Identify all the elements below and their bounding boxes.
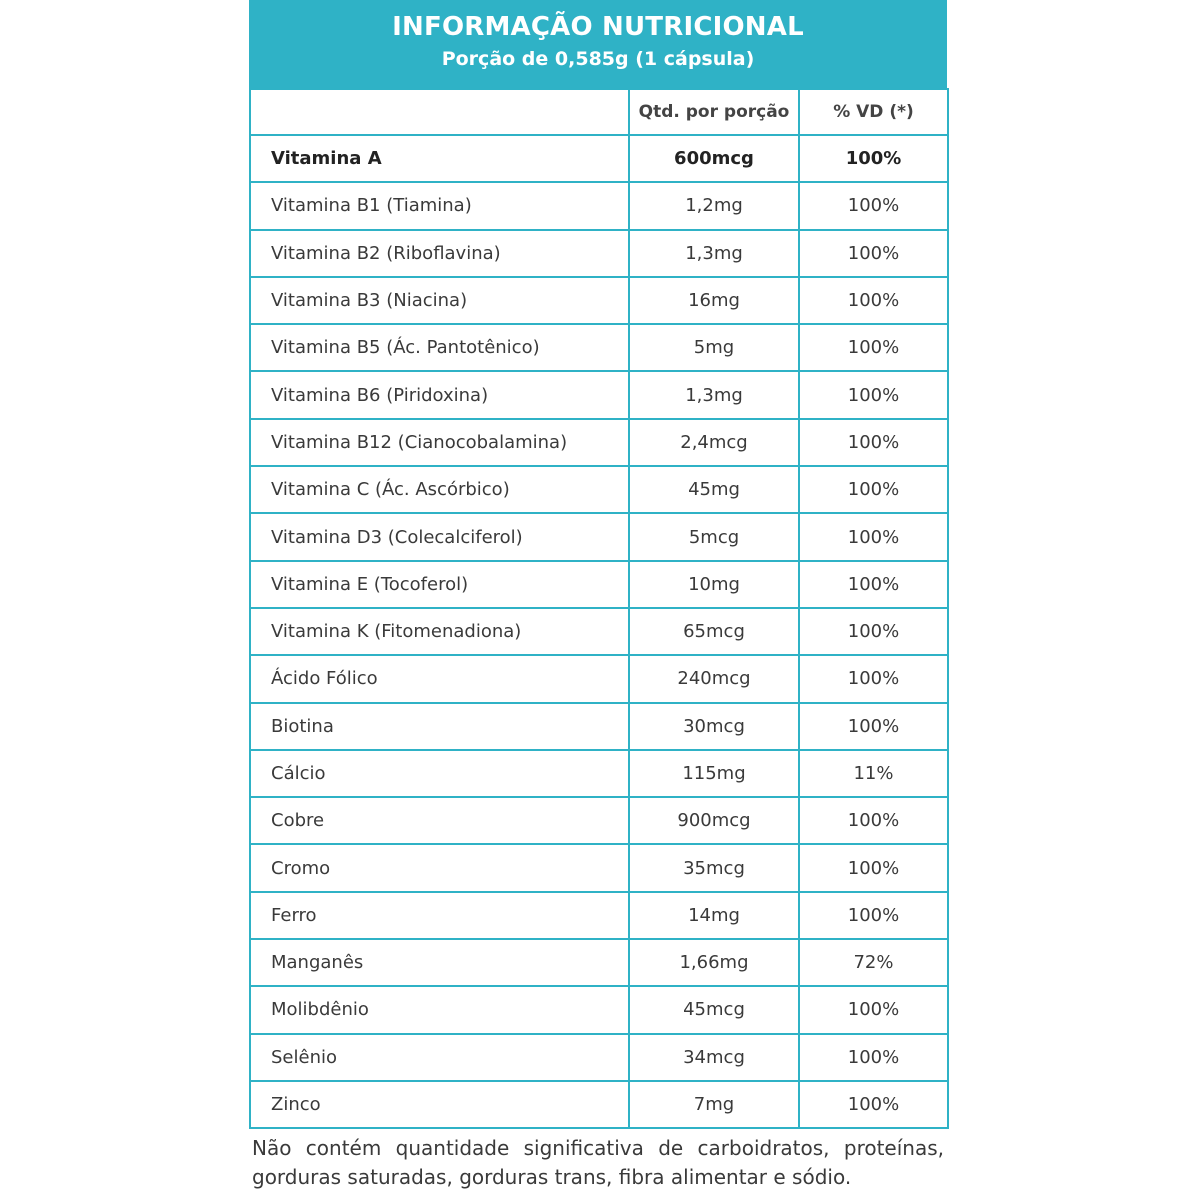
nutrient-name: Biotina [250,703,629,750]
nutrient-vd: 100% [799,608,948,655]
nutrient-vd: 100% [799,135,948,182]
nutrient-name: Vitamina C (Ác. Ascórbico) [250,466,629,513]
table-row [250,513,948,560]
nutrient-name: Cromo [250,844,629,891]
nutrient-name: Vitamina B12 (Cianocobalamina) [250,419,629,466]
nutrient-name: Vitamina B2 (Riboflavina) [250,230,629,277]
nutrient-name: Vitamina E (Tocoferol) [250,561,629,608]
table-row [250,230,948,277]
table-row [250,561,948,608]
table-row [250,892,948,939]
nutrient-vd: 100% [799,1034,948,1081]
table-row [250,608,948,655]
nutrient-qty: 1,3mg [629,371,799,418]
table-row [250,703,948,750]
table-row [250,939,948,986]
header-qty: Qtd. por porção [629,89,799,135]
nutrient-qty: 30mcg [629,703,799,750]
table-row [250,1034,948,1081]
nutrient-vd: 100% [799,892,948,939]
nutrient-vd: 100% [799,371,948,418]
table-row [250,135,948,182]
nutrient-vd: 100% [799,561,948,608]
nutrient-name: Ácido Fólico [250,655,629,702]
table-row [250,844,948,891]
nutrient-qty: 5mg [629,324,799,371]
nutrition-facts-panel [249,0,947,1129]
nutrient-qty: 1,66mg [629,939,799,986]
table-row [250,371,948,418]
nutrient-vd: 100% [799,466,948,513]
table-row [250,1081,948,1128]
nutrient-name: Vitamina K (Fitomenadiona) [250,608,629,655]
nutrient-vd: 100% [799,1081,948,1128]
nutrient-name: Selênio [250,1034,629,1081]
nutrient-qty: 1,2mg [629,182,799,229]
nutrition-title: INFORMAÇÃO NUTRICIONAL [392,12,804,42]
nutrition-table [249,88,949,1129]
nutrient-qty: 240mcg [629,655,799,702]
table-row [250,986,948,1033]
table-row [250,750,948,797]
nutrient-name: Vitamina B1 (Tiamina) [250,182,629,229]
nutrient-qty: 10mg [629,561,799,608]
table-body [250,135,948,1128]
nutrient-name: Zinco [250,1081,629,1128]
nutrient-qty: 45mg [629,466,799,513]
nutrient-qty: 16mg [629,277,799,324]
nutrient-name: Ferro [250,892,629,939]
table-row [250,324,948,371]
nutrient-vd: 72% [799,939,948,986]
nutrient-vd: 100% [799,324,948,371]
nutrient-name: Vitamina D3 (Colecalciferol) [250,513,629,560]
nutrient-qty: 900mcg [629,797,799,844]
header-vd: % VD (*) [799,89,948,135]
table-row [250,655,948,702]
nutrient-name: Manganês [250,939,629,986]
nutrient-vd: 100% [799,844,948,891]
nutrient-vd: 100% [799,513,948,560]
nutrient-vd: 11% [799,750,948,797]
table-header-row [250,89,948,135]
nutrient-vd: 100% [799,797,948,844]
nutrient-vd: 100% [799,986,948,1033]
nutrient-qty: 5mcg [629,513,799,560]
nutrient-name: Molibdênio [250,986,629,1033]
table-row [250,466,948,513]
nutrient-name: Cálcio [250,750,629,797]
footnote: Não contém quantidade significativa de carboidratos, proteínas, gorduras saturadas, gorduras trans, fibra alimentar e sódio. [252,1136,944,1189]
nutrient-name: Vitamina B5 (Ác. Pantotênico) [250,324,629,371]
nutrient-qty: 65mcg [629,608,799,655]
nutrition-header [249,0,947,88]
table-row [250,797,948,844]
nutrient-vd: 100% [799,230,948,277]
table-row [250,419,948,466]
nutrient-vd: 100% [799,703,948,750]
nutrient-name: Vitamina B3 (Niacina) [250,277,629,324]
nutrient-vd: 100% [799,419,948,466]
serving-size: Porção de 0,585g (1 cápsula) [441,48,755,70]
nutrient-name: Vitamina A [250,135,629,182]
nutrient-qty: 115mg [629,750,799,797]
nutrient-vd: 100% [799,277,948,324]
nutrient-qty: 35mcg [629,844,799,891]
table-row [250,182,948,229]
nutrient-qty: 7mg [629,1081,799,1128]
nutrient-qty: 600mcg [629,135,799,182]
nutrient-vd: 100% [799,655,948,702]
header-nutrient-cell [250,89,629,135]
nutrient-qty: 45mcg [629,986,799,1033]
nutrient-qty: 14mg [629,892,799,939]
nutrient-qty: 2,4mcg [629,419,799,466]
nutrient-qty: 34mcg [629,1034,799,1081]
nutrient-vd: 100% [799,182,948,229]
nutrient-name: Cobre [250,797,629,844]
table-row [250,277,948,324]
nutrient-qty: 1,3mg [629,230,799,277]
nutrient-name: Vitamina B6 (Piridoxina) [250,371,629,418]
